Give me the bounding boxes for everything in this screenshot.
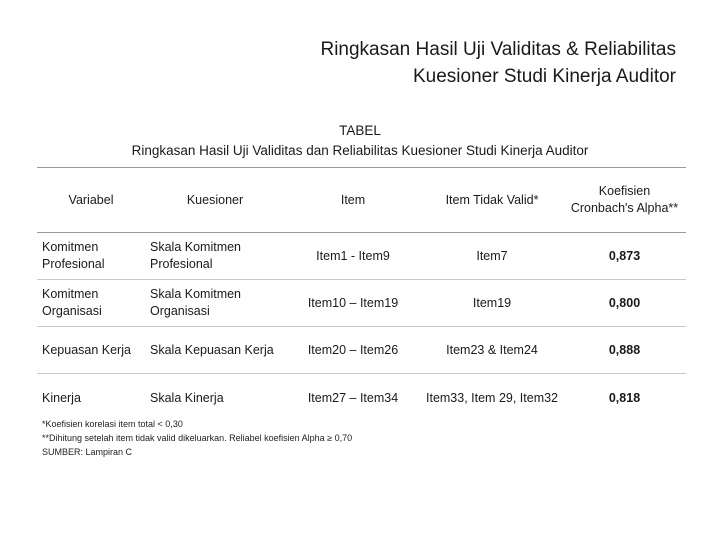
slide-title-line-2: Kuesioner Studi Kinerja Auditor <box>413 66 676 87</box>
footnote-source: SUMBER: Lampiran C <box>42 447 133 457</box>
slide-title <box>76 36 676 90</box>
cell-item-tidak-valid: Item23 & Item24 <box>421 327 563 374</box>
footnote-2: **Dihitung setelah item tidak valid dikeluarkan. Reliabel koefisien Alpha ≥ 0,70 <box>42 433 353 443</box>
cell-item-tidak-valid: Item33, Item 29, Item32 <box>426 390 559 405</box>
cell-variabel: Kepuasan Kerja <box>37 327 145 374</box>
table-row <box>37 233 686 280</box>
cell-item-tidak-valid: Item19 <box>421 280 563 327</box>
table-row <box>37 280 686 327</box>
cell-kuesioner: Skala Kepuasan Kerja <box>145 327 285 374</box>
cell-kuesioner: Skala Komitmen Organisasi <box>145 280 285 327</box>
table-title: Ringkasan Hasil Uji Validitas dan Reliabilitas Kuesioner Studi Kinerja Auditor <box>131 143 589 158</box>
cell-alpha: 0,818 <box>608 390 641 405</box>
footnote-1: *Koefisien korelasi item total < 0,30 <box>42 419 183 429</box>
cell-kuesioner: Skala Komitmen Profesional <box>145 233 285 280</box>
table-caption <box>0 121 720 161</box>
cell-item: Item20 – Item26 <box>285 327 421 374</box>
slide-title-line-1: Ringkasan Hasil Uji Validitas & Reliabilitas <box>320 39 676 60</box>
cell-item-tidak-valid: Item7 <box>421 233 563 280</box>
header-variabel: Variabel <box>37 168 145 233</box>
cell-variabel: Komitmen Profesional <box>37 233 145 280</box>
header-cronbach-alpha: Koefisien Cronbach's Alpha** <box>563 168 686 233</box>
header-kuesioner: Kuesioner <box>145 168 285 233</box>
cell-alpha: 0,800 <box>563 280 686 327</box>
table-row <box>37 374 686 423</box>
header-item: Item <box>285 168 421 233</box>
header-item-tidak-valid: Item Tidak Valid* <box>421 168 563 233</box>
cell-variabel: Kinerja <box>42 390 81 405</box>
table-label: TABEL <box>339 123 381 138</box>
summary-table <box>37 167 686 422</box>
cell-kuesioner: Skala Kinerja <box>150 390 224 405</box>
footnotes <box>42 417 352 459</box>
table-header-row <box>37 168 686 233</box>
table-row <box>37 327 686 374</box>
cell-alpha: 0,888 <box>563 327 686 374</box>
cell-variabel: Komitmen Organisasi <box>37 280 145 327</box>
cell-item: Item10 – Item19 <box>285 280 421 327</box>
cell-item: Item1 - Item9 <box>285 233 421 280</box>
cell-alpha: 0,873 <box>563 233 686 280</box>
cell-item: Item27 – Item34 <box>307 390 399 405</box>
